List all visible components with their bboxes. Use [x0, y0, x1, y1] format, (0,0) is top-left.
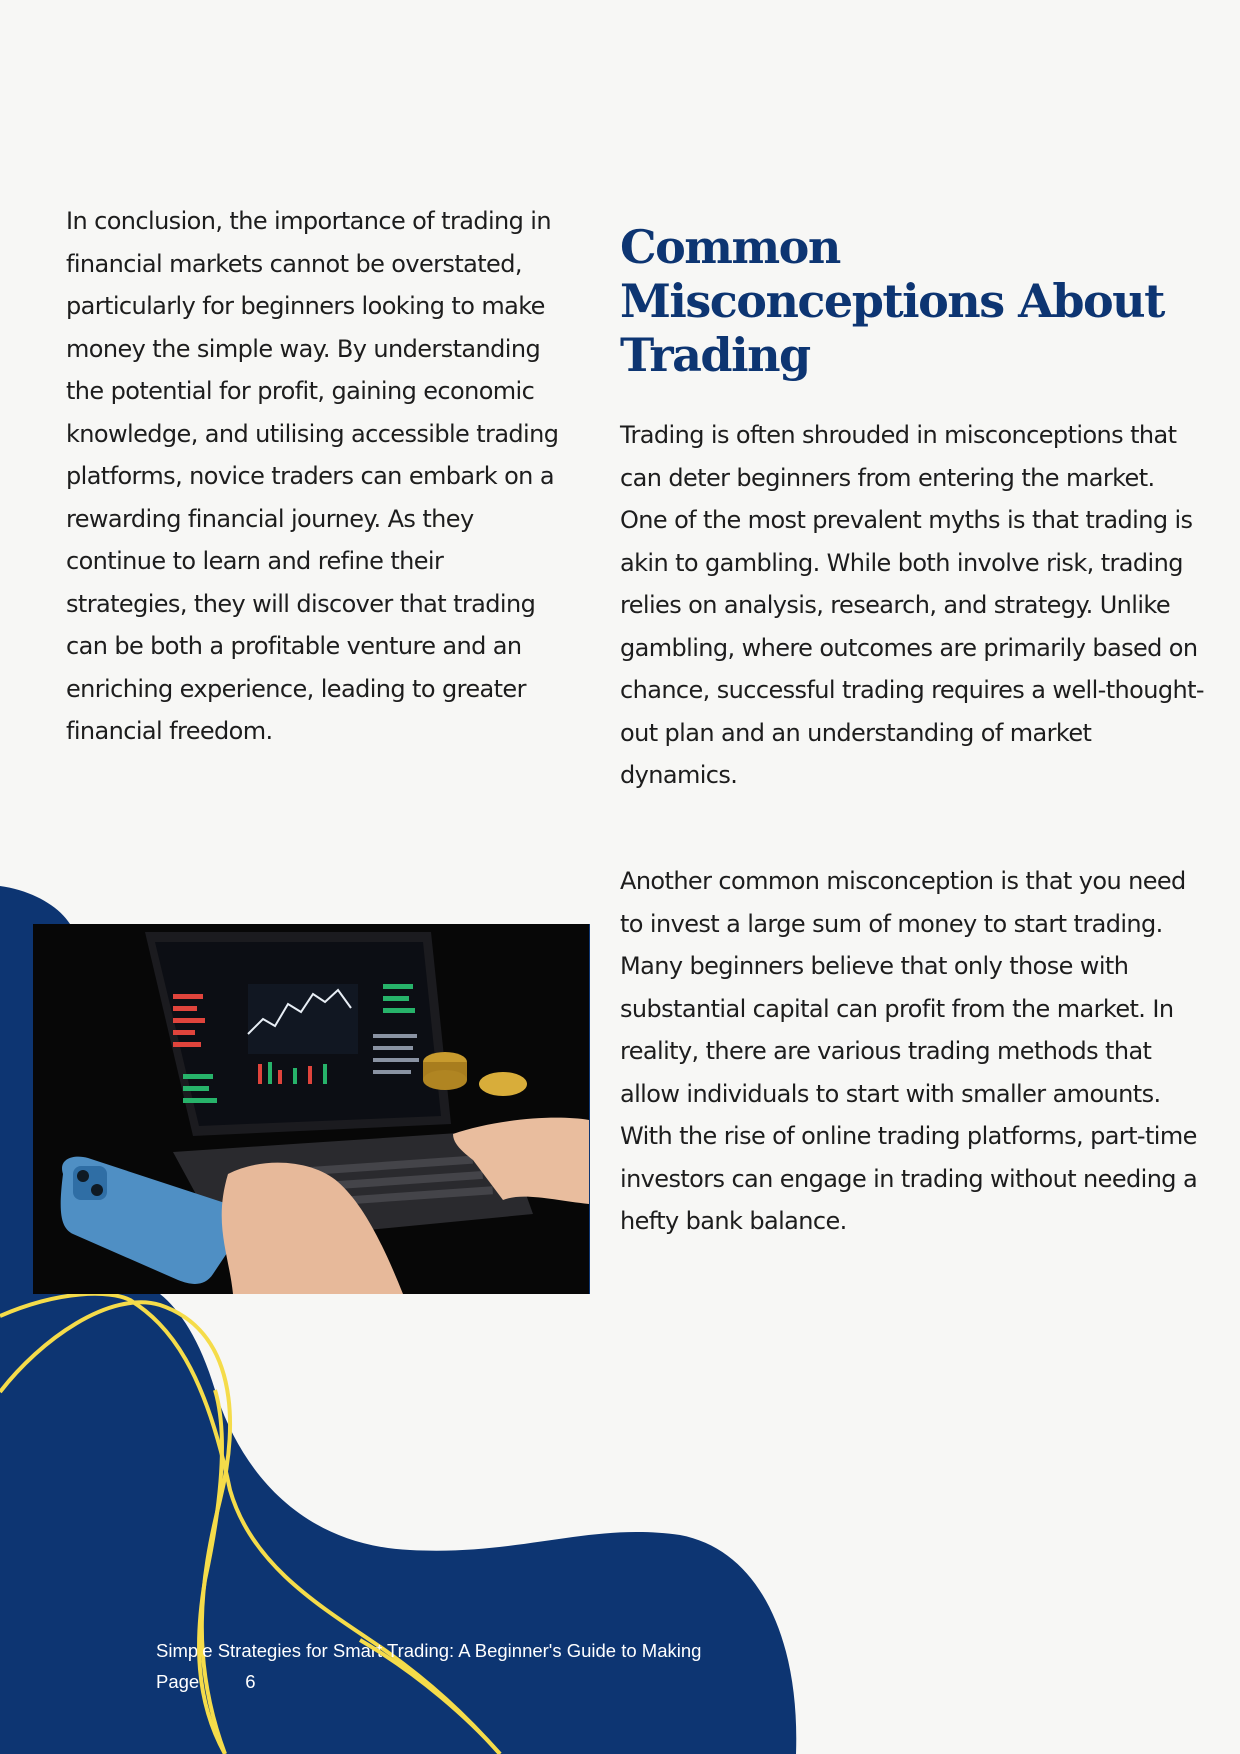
footer-page-number — [156, 1671, 256, 1693]
footer-book-title: Simple Strategies for Smart Trading: A Beginner's Guide to Making — [156, 1640, 702, 1661]
page-label: Page — [156, 1671, 200, 1692]
page-number: 6 — [245, 1671, 256, 1692]
section-heading: Common Misconceptions About Trading — [620, 220, 1164, 382]
trading-tablet-photo — [33, 924, 589, 1294]
tablet-illustration — [145, 932, 451, 1136]
body-paragraph: Another common misconception is that you need to invest a large sum of money to start trading. Many beginners believe that only those with substantial capital can profit from the market. In reality, there are various trading methods that allow individuals to start with smaller amounts. With the rise of online trading platforms, part-time investors can engage in trading without needing a hefty bank balance. — [620, 867, 1198, 1235]
body-paragraph: Trading is often shrouded in misconceptions that can deter beginners from entering the market. One of the most prevalent myths is that trading is akin to gambling. While both involve risk, trading relies on analysis, research, and strategy. Unlike gambling, where outcomes are primarily based on chance, successful trading requires a well-thought-out plan and an understanding of market dynamics. — [620, 421, 1204, 789]
intro-paragraph: In conclusion, the importance of trading in financial markets cannot be overstated, particularly for beginners looking to make money the simple way. By understanding the potential for profit, gaining economic knowledge, and utilising accessible trading platforms, novice traders can embark on a rewarding financial journey. As they continue to learn and refine their strategies, they will discover that trading can be both a profitable venture and an enriching experience, leading to greater financial freedom. — [66, 207, 559, 745]
